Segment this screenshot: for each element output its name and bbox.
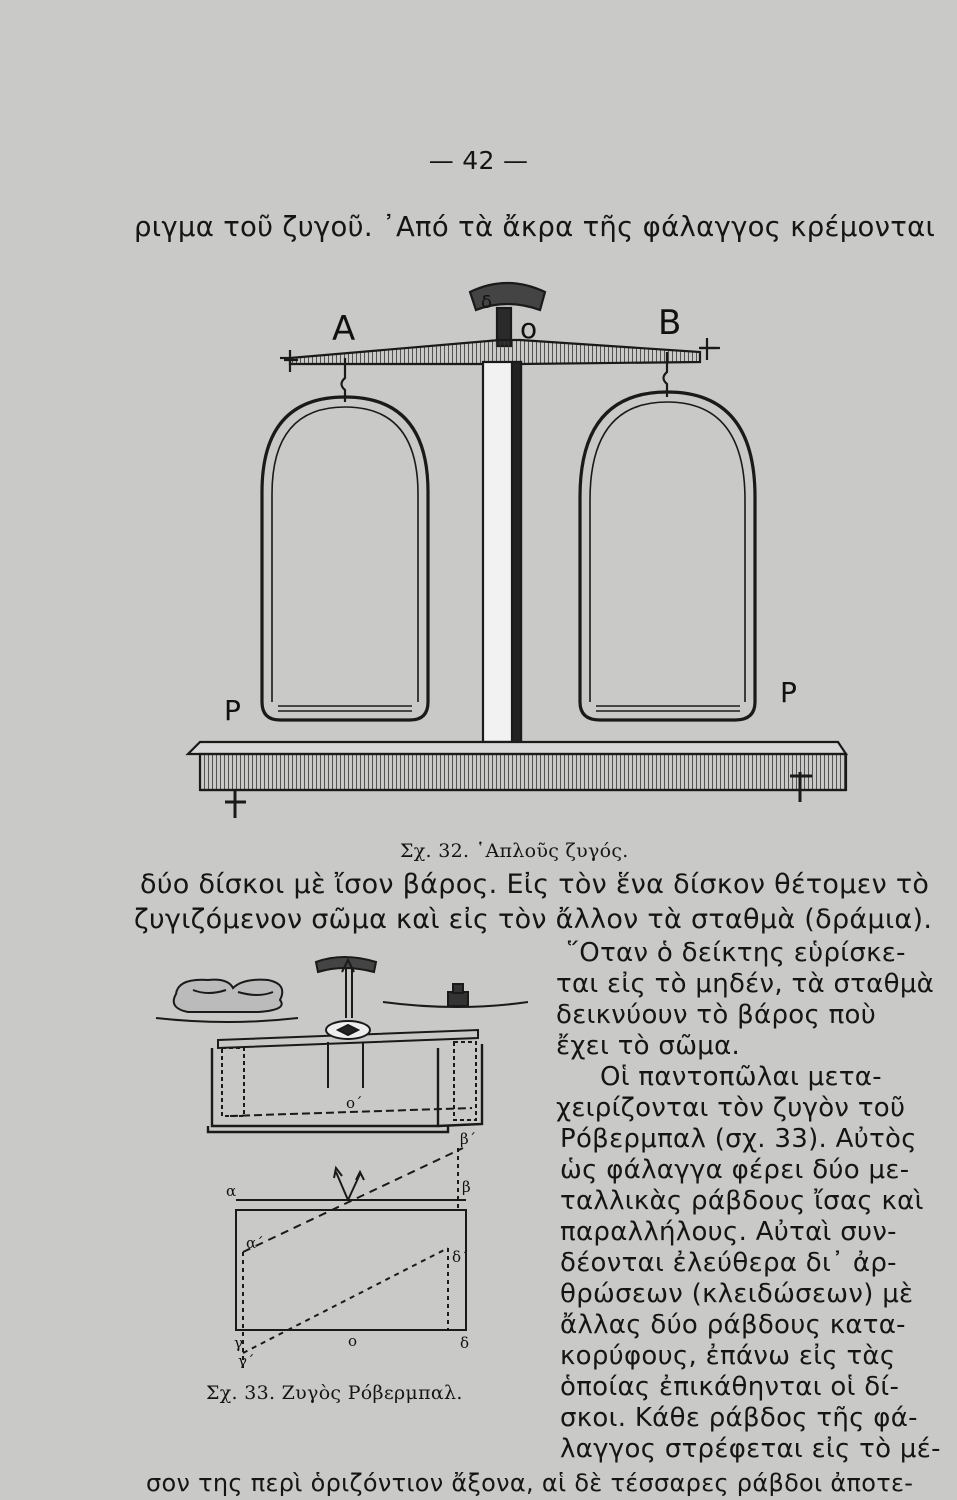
body-line: ὁποίας ἐπικάθηνται οἱ δί-	[560, 1372, 900, 1402]
body-line: δέονται ἐλεύθερα δι᾿ ἀρ-	[560, 1248, 897, 1278]
figure-label: α	[226, 1182, 237, 1200]
figure-caption: Σχ. 33. Ζυγὸς Ρόβερμπαλ.	[206, 1382, 463, 1404]
body-line: ταλλικὰς ράβδους ἴσας καὶ	[560, 1186, 924, 1216]
figure-32-simple-balance	[180, 262, 860, 832]
body-line: λαγγος στρέφεται εἰς τὸ μέ-	[560, 1434, 941, 1464]
figure-label: ο	[348, 1332, 358, 1350]
figure-label: o	[520, 312, 538, 345]
figure-label: γ	[234, 1334, 243, 1352]
body-line: κορύφους, ἐπάνω εἰς τὰς	[560, 1341, 896, 1371]
body-line: δύο δίσκοι μὲ ἴσον βάρος. Εἰς τὸν ἕνα δίσκον θέτομεν τὸ	[140, 869, 930, 900]
body-line: ῞Οταν ὁ δείκτης εὑρίσκε-	[566, 938, 906, 968]
body-line: ἄλλας δύο ράβδους κατα-	[560, 1310, 906, 1340]
body-line: χειρίζονται τὸν ζυγὸν τοῦ	[556, 1093, 906, 1123]
body-line: ριγμα τοῦ ζυγοῦ. ᾿Από τὰ ἄκρα τῆς φάλαγγος κρέμονται	[134, 211, 936, 243]
body-line: παραλλήλους. Αὐταὶ συν-	[560, 1217, 897, 1247]
body-line: σκοι. Κάθε ράβδος τῆς φά-	[560, 1403, 918, 1433]
figure-label: γ΄	[238, 1352, 255, 1368]
figure-label: P	[224, 694, 241, 727]
body-line: ὡς φάλαγγα φέρει δύο με-	[560, 1155, 910, 1185]
body-line: Οἱ παντοπῶλαι μετα-	[600, 1062, 882, 1092]
figure-label: δ΄	[452, 1248, 469, 1266]
figure-caption: Σχ. 32. ῾Απλοῦς ζυγός.	[400, 840, 629, 862]
figure-label: δ	[460, 1334, 470, 1352]
figure-label: ο΄	[346, 1094, 363, 1112]
body-line: δεικνύουν τὸ βάρος ποὺ	[556, 1000, 877, 1030]
figure-label: P	[780, 676, 797, 709]
body-line: σον της περὶ ὁριζόντιον ἄξονα, αἱ δὲ τέσσαρες ράβδοι ἀποτε-	[146, 1469, 914, 1497]
body-line: Ρόβερμπαλ (σχ. 33). Αὐτὸς	[560, 1124, 917, 1154]
figure-label: β΄	[460, 1130, 477, 1148]
body-line: θρώσεων (κλειδώσεων) μὲ	[560, 1279, 914, 1309]
page-number: — 42 —	[428, 146, 529, 175]
figure-label: B	[658, 303, 682, 343]
figure-label: A	[332, 309, 356, 349]
figure-label: δ	[481, 292, 493, 313]
body-line: ται εἰς τὸ μηδέν, τὰ σταθμὰ	[556, 969, 935, 999]
figure-label: β	[462, 1178, 471, 1196]
body-line: ἔχει τὸ σῶμα.	[556, 1031, 741, 1061]
body-line: ζυγιζόμενον σῶμα καὶ εἰς τὸν ἄλλον τὰ σταθμὰ (δράμια).	[134, 904, 933, 935]
figure-33-roberval-balance	[148, 948, 548, 1368]
figure-label: α΄	[246, 1234, 264, 1252]
